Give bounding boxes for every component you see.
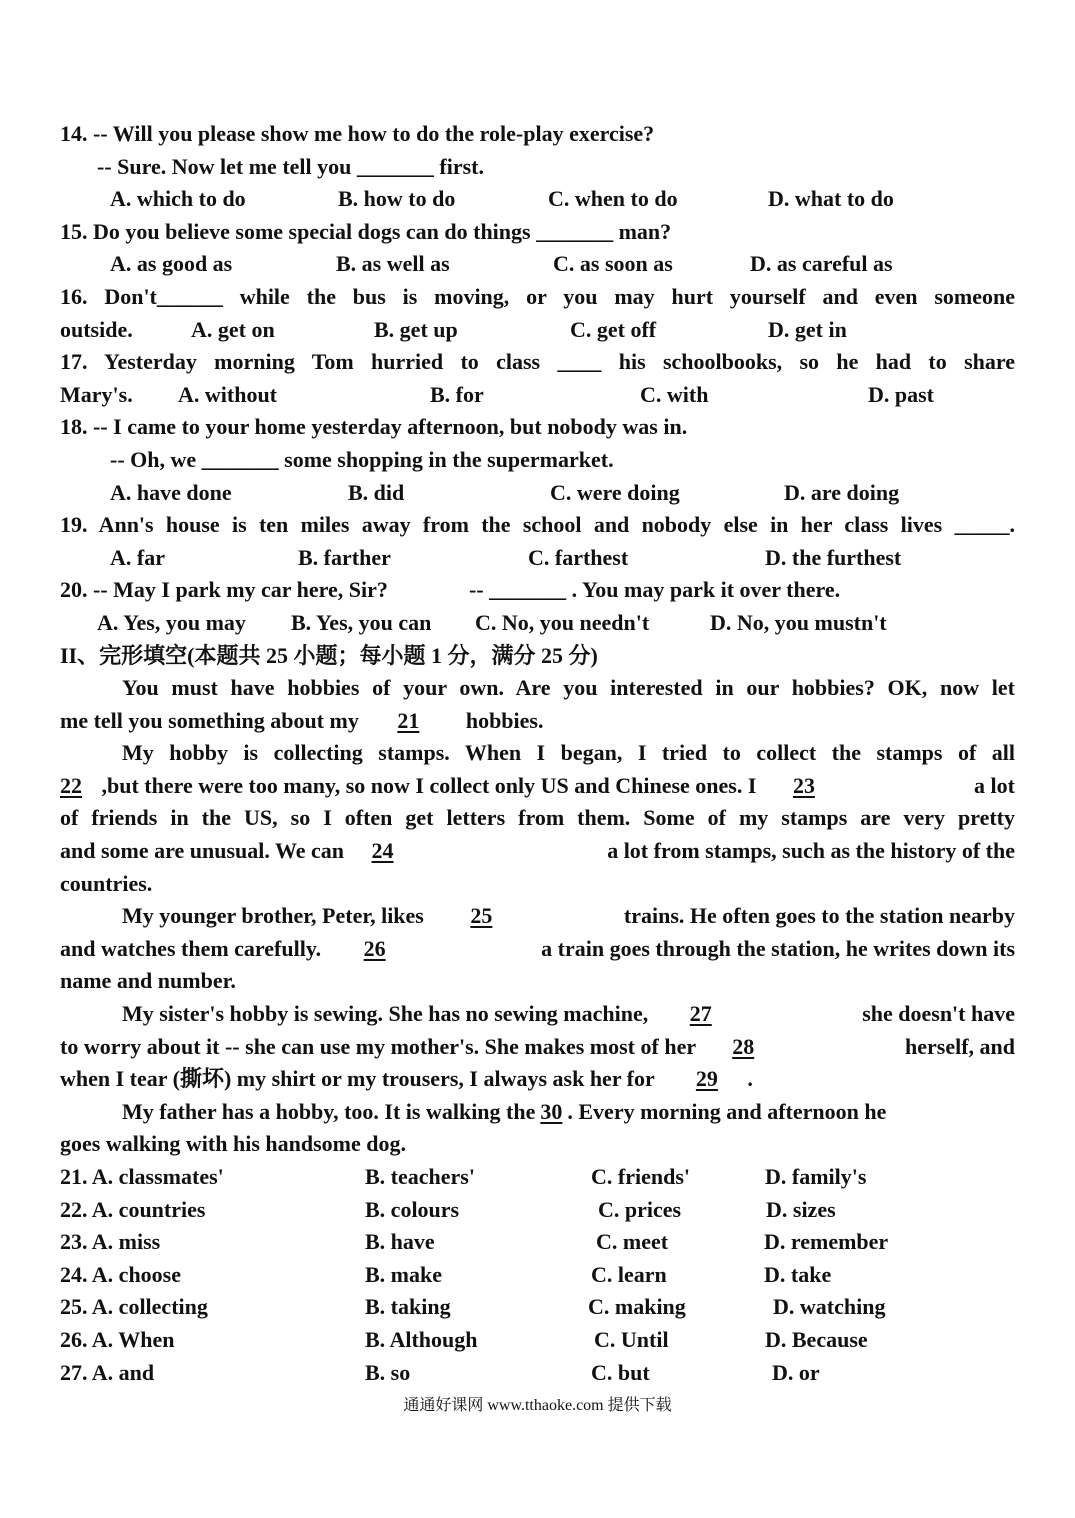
question-14-options <box>60 183 1015 216</box>
passage-line: 22 ,but there were too many, so now I collect only US and Chinese ones. I 23 a lot <box>60 770 1015 803</box>
option-d: D. as careful as <box>750 251 893 277</box>
option-d: D. what to do <box>768 186 894 212</box>
passage-line: goes walking with his handsome dog. <box>60 1131 406 1157</box>
blank-21: 21 <box>397 707 420 733</box>
option-c: C. were doing <box>550 479 680 505</box>
cloze-options-23: 23. A. miss B. have C. meet D. remember <box>60 1229 889 1255</box>
option-c: C. as soon as <box>553 251 673 277</box>
question-19-stem: 19. Ann's house is ten miles away from the school and nobody else in her class lives _____. <box>60 512 1015 538</box>
question-20-stem <box>60 574 1015 607</box>
passage-line: My hobby is collecting stamps. When I began, I tried to collect the stamps of all <box>122 740 1015 766</box>
option-b: B. as well as <box>336 251 450 277</box>
blank-27: 27 <box>689 1001 712 1027</box>
option-b: B. get up <box>374 316 458 342</box>
question-14-stem: 14. -- Will you please show me how to do the role-play exercise? <box>60 121 655 146</box>
cloze-options-26: 26. A. When B. Although C. Until D. Because <box>60 1326 868 1352</box>
cloze-options-24: 24. A. choose B. make C. learn D. take <box>60 1261 832 1287</box>
blank-23: 23 <box>792 772 815 798</box>
question-16-options <box>60 314 1015 347</box>
option-c: C. No, you needn't <box>475 609 650 635</box>
passage-line: My younger brother, Peter, likes 25 trains. He often goes to the station nearby <box>60 900 1015 933</box>
passage-line: My sister's hobby is sewing. She has no sewing machine, 27 she doesn't have <box>60 998 1015 1031</box>
question-15-options <box>60 248 1015 281</box>
question-16-stem: 16. Don't______ while the bus is moving, or you may hurt yourself and even someone <box>60 283 1015 309</box>
option-a: A. without <box>178 381 278 407</box>
passage-line: My father has a hobby, too. It is walking the 30 . Every morning and afternoon he <box>60 1096 1015 1129</box>
option-c: C. when to do <box>548 186 678 212</box>
question-20-text: 20. -- May I park my car here, Sir? <box>60 577 388 603</box>
cloze-options-21: 21. A. classmates' B. teachers' C. friends' D. family's <box>60 1164 867 1189</box>
blank-26: 26 <box>363 935 386 961</box>
option-d: D. the furthest <box>765 544 902 570</box>
question-20-options <box>60 607 1015 640</box>
question-15-stem: 15. Do you believe some special dogs can do things _______ man? <box>60 218 672 244</box>
option-a: A. have done <box>110 479 232 505</box>
question-19-options <box>60 542 1015 575</box>
cloze-options-25: 25. A. collecting B. taking C. making D. watching <box>60 1294 886 1320</box>
option-d: D. get in <box>768 316 847 342</box>
question-17-stem: 17. Yesterday morning Tom hurried to class ____ his schoolbooks, so he had to share <box>60 349 1015 375</box>
passage-line: when I tear (撕坏) my shirt or my trousers, I always ask her for 29 . <box>60 1063 1015 1096</box>
question-18-options <box>60 477 1015 510</box>
passage-line: me tell you something about my 21 hobbies. <box>60 705 1015 738</box>
option-a: A. get on <box>191 316 275 342</box>
option-a: A. as good as <box>110 251 233 277</box>
cloze-options-27: 27. A. and B. so C. but D. or <box>60 1359 820 1385</box>
passage-line: You must have hobbies of your own. Are you interested in our hobbies? OK, now let <box>122 675 1015 701</box>
passage-line: countries. <box>60 870 153 896</box>
page-footer: 通通好课网 www.tthaoke.com 提供下载 <box>403 1397 672 1414</box>
question-18-reply: -- Oh, we _______ some shopping in the supermarket. <box>110 446 614 472</box>
option-d: D. No, you mustn't <box>710 609 887 635</box>
option-b: B. how to do <box>338 186 456 212</box>
option-d: D. are doing <box>784 479 900 505</box>
blank-28: 28 <box>732 1033 755 1059</box>
passage-line: name and number. <box>60 968 236 994</box>
section-2-title: II、完形填空(本题共 25 小题；每小题 1 分，满分 25 分) <box>60 642 598 668</box>
option-a: A. Yes, you may <box>97 609 246 635</box>
option-c: C. get off <box>570 316 657 342</box>
question-16-continuation: outside. <box>60 316 133 342</box>
option-b: B. for <box>430 381 484 407</box>
question-18-stem: 18. -- I came to your home yesterday afternoon, but nobody was in. <box>60 414 688 440</box>
question-17-continuation: Mary's. <box>60 381 133 407</box>
option-c: C. farthest <box>528 544 629 570</box>
passage-line: and watches them carefully. 26 a train goes through the station, he writes down its <box>60 933 1015 966</box>
option-d: D. past <box>868 381 935 407</box>
blank-30: 30 <box>540 1098 563 1124</box>
passage-line: to worry about it -- she can use my mother's. She makes most of her 28 herself, and <box>60 1031 1015 1064</box>
question-14-reply: -- Sure. Now let me tell you _______ first. <box>97 153 484 179</box>
option-b: B. Yes, you can <box>291 609 432 635</box>
option-a: A. which to do <box>110 186 246 212</box>
option-c: C. with <box>640 381 709 407</box>
option-b: B. did <box>348 479 405 505</box>
passage-line: and some are unusual. We can 24 a lot from stamps, such as the history of the <box>60 835 1015 868</box>
option-b: B. farther <box>298 544 391 570</box>
exam-page <box>60 118 1015 1389</box>
blank-24: 24 <box>371 838 394 864</box>
blank-22: 22 <box>60 772 82 798</box>
blank-29: 29 <box>695 1066 718 1092</box>
cloze-options-22: 22. A. countries B. colours C. prices D. sizes <box>60 1196 836 1222</box>
question-17-options <box>60 379 1015 412</box>
question-20-reply: -- _______ . You may park it over there. <box>469 577 841 603</box>
option-a: A. far <box>110 544 165 570</box>
passage-line: of friends in the US, so I often get letters from them. Some of my stamps are very pretty <box>60 805 1015 831</box>
blank-25: 25 <box>470 903 493 929</box>
